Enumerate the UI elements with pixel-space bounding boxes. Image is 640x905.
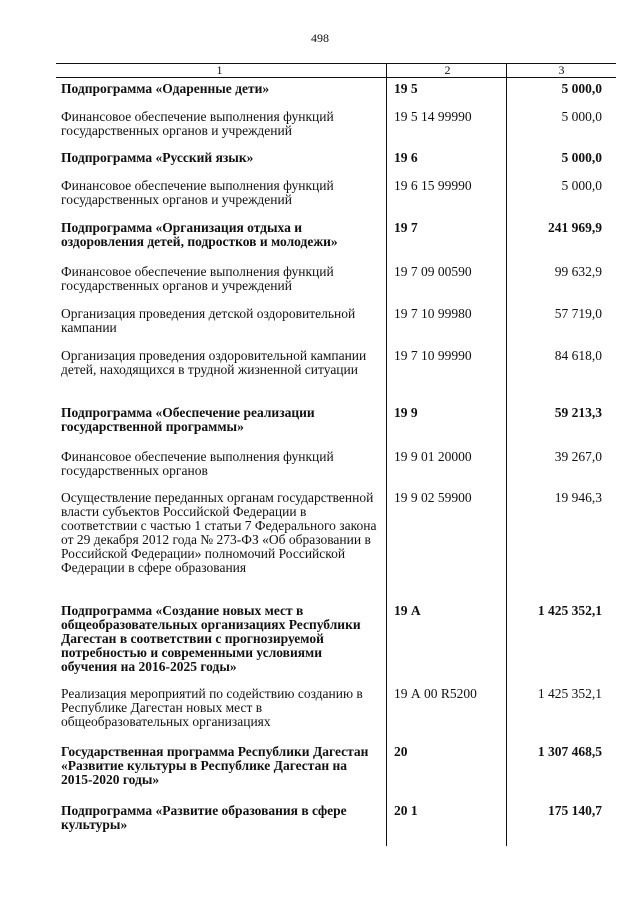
row-amount: 5 000,0 — [561, 178, 602, 193]
row-code: 19 А — [394, 603, 421, 618]
row-amount: 5 000,0 — [561, 81, 602, 96]
row-code: 19 9 02 59900 — [394, 490, 472, 505]
table-row — [56, 406, 616, 434]
row-code: 19 5 — [394, 81, 418, 96]
table-row — [56, 151, 616, 165]
row-amount: 1 425 352,1 — [537, 686, 602, 701]
header-col-1: 1 — [216, 63, 223, 77]
table-row — [56, 110, 616, 138]
header-col-3: 3 — [506, 64, 616, 77]
row-amount: 1 307 468,5 — [537, 744, 602, 759]
row-amount: 99 632,9 — [554, 264, 602, 279]
row-amount: 39 267,0 — [554, 449, 602, 464]
table-row — [56, 450, 616, 478]
row-code: 19 7 10 99980 — [394, 306, 472, 321]
row-name: Организация проведения детской оздоровительной кампании — [61, 306, 356, 335]
row-name: Финансовое обеспечение выполнения функций государственных органов и учреждений — [61, 264, 334, 293]
table-row — [56, 804, 616, 832]
row-name: Финансовое обеспечение выполнения функций государственных органов и учреждений — [61, 178, 334, 207]
row-amount: 84 618,0 — [554, 348, 602, 363]
row-name: Осуществление переданных органам государственной власти субъектов Российской Федерации в соответствии с частью 1 статьи 7 Федерального закона от 29 декабря 2012 года № 273-ФЗ «Об образовании в Российской Федерации» полномочий Российской Федерации в сфере образования — [61, 490, 377, 575]
header-col-2: 2 — [386, 64, 506, 77]
row-name: Подпрограмма «Организация отдыха и оздоровления детей, подростков и молодежи» — [61, 220, 338, 249]
row-amount: 5 000,0 — [561, 150, 602, 165]
row-name: Финансовое обеспечение выполнения функций государственных органов — [61, 449, 334, 478]
row-amount: 57 719,0 — [554, 306, 602, 321]
row-code: 19 7 10 99990 — [394, 348, 472, 363]
table-row — [56, 82, 616, 96]
row-code: 19 7 09 00590 — [394, 264, 472, 279]
row-code: 20 — [394, 744, 408, 759]
table-row — [56, 604, 616, 674]
row-code: 20 1 — [394, 803, 418, 818]
row-code: 19 6 15 99990 — [394, 178, 472, 193]
table-row — [56, 745, 616, 787]
row-name: Подпрограмма «Создание новых мест в общеобразовательных организациях Республики Дагестан в соответствии с прогнозируемой потребностью и современными условиями обучения на 2016-2025 годы» — [61, 603, 361, 674]
table-header — [56, 63, 616, 78]
table-row — [56, 221, 616, 249]
row-name: Организация проведения оздоровительной кампании детей, находящихся в трудной жизненной ситуации — [61, 348, 367, 377]
row-code: 19 6 — [394, 150, 418, 165]
row-amount: 1 425 352,1 — [537, 603, 602, 618]
table-row — [56, 307, 616, 335]
row-code: 19 А 00 R5200 — [394, 686, 477, 701]
row-code: 19 9 01 20000 — [394, 449, 472, 464]
row-name: Подпрограмма «Одаренные дети» — [61, 81, 270, 96]
row-amount: 175 140,7 — [548, 803, 602, 818]
row-name: Государственная программа Республики Дагестан «Развитие культуры в Республике Дагестан на 2015-2020 годы» — [61, 744, 369, 787]
page-number: 498 — [311, 31, 329, 45]
table-row — [56, 179, 616, 207]
row-name: Подпрограмма «Русский язык» — [61, 150, 254, 165]
row-amount: 5 000,0 — [561, 109, 602, 124]
row-name: Финансовое обеспечение выполнения функций государственных органов и учреждений — [61, 109, 334, 138]
table-row — [56, 265, 616, 293]
budget-table — [56, 63, 616, 832]
row-name: Реализация мероприятий по содействию созданию в Республике Дагестан новых мест в общеобразовательных организациях — [61, 686, 363, 729]
row-amount: 241 969,9 — [548, 220, 602, 235]
row-amount: 19 946,3 — [554, 490, 602, 505]
row-code: 19 9 — [394, 405, 418, 420]
row-amount: 59 213,3 — [554, 405, 602, 420]
row-code: 19 5 14 99990 — [394, 109, 472, 124]
table-row — [56, 491, 616, 575]
table-row — [56, 687, 616, 729]
row-code: 19 7 — [394, 220, 418, 235]
row-name: Подпрограмма «Развитие образования в сфере культуры» — [61, 803, 347, 832]
table-row — [56, 349, 616, 377]
row-name: Подпрограмма «Обеспечение реализации государственной программы» — [61, 405, 315, 434]
